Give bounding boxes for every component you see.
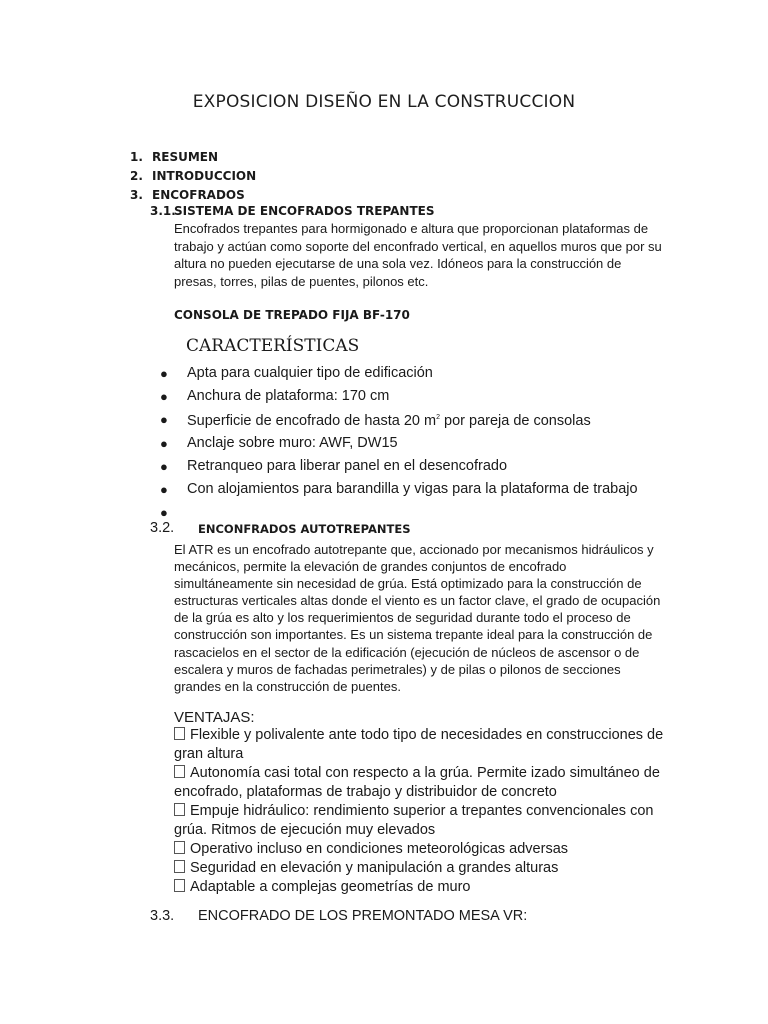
- list-item: Empuje hidráulico: rendimiento superior a trepantes convencionales con grúa. Ritmos de ejecución muy elevados: [174, 803, 654, 838]
- list-item: ● Apta para cualquier tipo de edificación: [160, 362, 638, 385]
- section-3-2-title: ENCONFRADOS AUTOTREPANTES: [198, 522, 411, 536]
- bullet-icon: ●: [160, 458, 168, 474]
- section-3-2-number: 3.2.: [150, 520, 175, 536]
- bullet-icon: ●: [160, 435, 168, 451]
- toc-number: 3.: [130, 188, 143, 202]
- section-3-3-number: 3.3.: [150, 908, 175, 924]
- bullet-icon: ●: [160, 412, 168, 428]
- list-item: Adaptable a complejas geometrías de muro: [174, 878, 674, 897]
- list-item: Operativo incluso en condiciones meteorológicas adversas: [174, 840, 674, 859]
- toc-item-introduccion: [130, 167, 256, 186]
- section-3-3-title: ENCOFRADO DE LOS PREMONTADO MESA VR:: [198, 908, 528, 924]
- ventajas-list: [174, 726, 674, 897]
- list-item: Seguridad en elevación y manipulación a grandes alturas: [174, 859, 674, 878]
- section-title: SISTEMA DE ENCOFRADOS TREPANTES: [174, 204, 435, 218]
- toc-number: 1.: [130, 150, 143, 164]
- list-item: ● Superficie de encofrado de hasta 20 $m^2$ por pareja de consolas: [160, 408, 638, 431]
- section-3-1-paragraph: Encofrados trepantes para hormigonado e altura que proporcionan plataformas de trabajo y actúan como soporte del enconfrado vertical, en aquellos muros que por su altura no pueden ejecutarse de una sola vez. Idóneos para la construcción de presas, torres, pilas de puentes, pilonos etc.: [174, 221, 662, 289]
- section-3-2-paragraph: El ATR es un encofrado autotrepante que, accionado por mecanismos hidráulicos y mecánicos, permite la elevación de grandes conjuntos de encofrado simultáneamente sin necesidad de grúa. Está optimizado para la construcción de estructuras verticales altas donde el viento es un factor clave, el grado de ocupación de la grúa es alto y los requerimientos de seguridad durante todo el proceso de construcción son importantes. Es un sistema trepante ideal para la construcción de rascacielos en el sector de la edificación (ejecución de núcleos de ascensor o de escalera y muros de fachadas perimetrales) y de pilas o pilonos de secciones grandes en la construcción de puentes.: [174, 542, 661, 694]
- list-item: Flexible y polivalente ante todo tipo de necesidades en construcciones de gran altura: [174, 727, 664, 762]
- list-item: ● Con alojamientos para barandilla y vigas para la plataforma de trabajo: [160, 478, 638, 501]
- toc-number: 2.: [130, 169, 143, 183]
- bullet-icon: ●: [160, 505, 168, 521]
- toc-item-resumen: [130, 148, 256, 167]
- bullet-icon: ●: [160, 481, 168, 497]
- toc-item-encofrados: [130, 186, 256, 205]
- consola-heading: CONSOLA DE TREPADO FIJA BF-170: [174, 308, 410, 322]
- bullet-icon: ●: [160, 366, 168, 381]
- list-item: Autonomía casi total con respecto a la grúa. Permite izado simultáneo de encofrado, plataformas de trabajo y distribuidor de concreto: [174, 765, 660, 800]
- checkbox-glyph-icon: [174, 860, 185, 873]
- list-item: ● Anchura de plataforma: 170 cm: [160, 385, 638, 408]
- checkbox-glyph-icon: [174, 765, 185, 778]
- toc-label: ENCOFRADOS: [152, 188, 245, 202]
- list-item-empty: [160, 501, 638, 524]
- checkbox-glyph-icon: [174, 803, 185, 816]
- toc-label: INTRODUCCION: [152, 169, 257, 183]
- checkbox-glyph-icon: [174, 841, 185, 854]
- superscript: 2: [436, 414, 440, 422]
- document-title: EXPOSICION DISEÑO EN LA CONSTRUCCION: [192, 92, 576, 112]
- toc-label: RESUMEN: [152, 150, 219, 164]
- ventajas-heading: VENTAJAS:: [174, 709, 255, 726]
- caracteristicas-heading: CARACTERÍSTICAS: [186, 336, 360, 356]
- caracteristicas-list: [160, 362, 638, 524]
- checkbox-glyph-icon: [174, 727, 185, 740]
- list-item: ● Anclaje sobre muro: AWF, DW15: [160, 432, 638, 455]
- list-item: ● Retranqueo para liberar panel en el desencofrado: [160, 455, 638, 478]
- section-number: 3.1.: [150, 204, 176, 218]
- checkbox-glyph-icon: [174, 879, 185, 892]
- table-of-contents: [130, 148, 256, 205]
- bullet-icon: ●: [160, 389, 168, 405]
- section-3-1-heading: [150, 204, 435, 218]
